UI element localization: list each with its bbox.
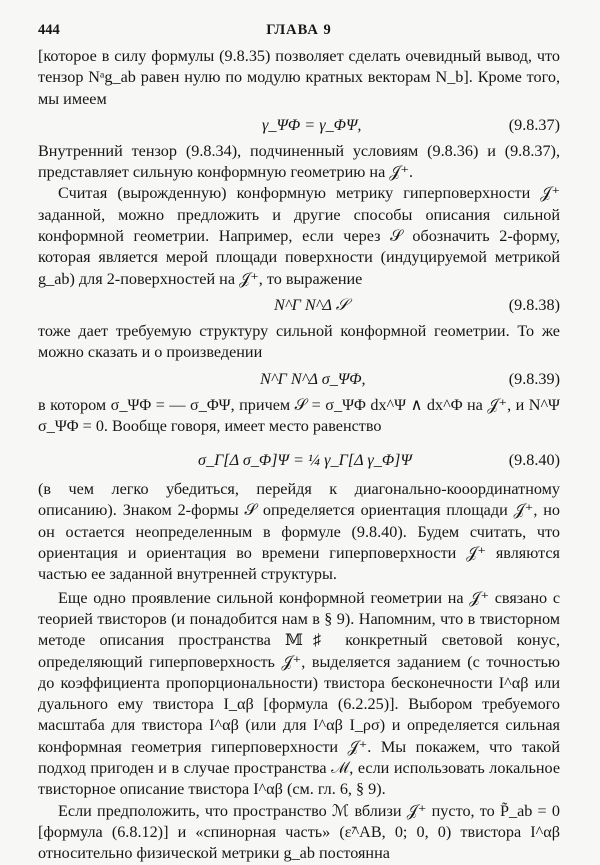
equation: [38, 442, 560, 476]
equation-number: (9.8.38): [508, 295, 560, 314]
equation-formula: σ_Γ[Δ σ_Φ]Ψ = ¼ γ_Γ[Δ γ_Φ]Ψ: [198, 451, 412, 470]
equation-number: (9.8.39): [508, 369, 560, 388]
equation-number: (9.8.37): [508, 115, 560, 134]
equation: [38, 115, 560, 136]
equation-number: (9.8.40): [508, 451, 560, 470]
equation-formula: γ_ΨΦ = γ_ΦΨ,: [262, 115, 362, 134]
paragraph: Если предположить, что пространство ℳ вблизи 𝒥⁺ пусто, то P̃_ab = 0 [формула (6.8.12)] и «спинорная часть» (ε̃^AB, 0; 0, 0) твистора I^αβ относительно физической метрики g_ab постоянна: [38, 801, 560, 863]
equation: [38, 369, 560, 390]
paragraph: в котором σ_ΨΦ = — σ_ΦΨ, причем 𝒮 = σ_ΨΦ dx^Ψ ∧ dx^Φ на 𝒥⁺, и N^Ψ σ_ΨΦ = 0. Вообще говоря, имеет место равенство: [38, 395, 560, 435]
text-body: [38, 46, 560, 865]
paragraph: тоже дает требуемую структуру сильной конформной геометрии. То же можно сказать и о произведении: [38, 321, 560, 362]
paragraph: [которое в силу формулы (9.8.35) позволяет сделать очевидный вывод, что тензор Nᵃg_ab равен нулю по модулю кратных векторам N_b]. Кроме того, мы имеем: [38, 47, 560, 108]
equation-formula: N^Γ N^Δ σ_ΨΦ,: [260, 369, 366, 388]
running-header: [38, 22, 560, 42]
chapter-title: ГЛАВА 9: [266, 22, 332, 38]
equation-formula: N^Γ N^Δ 𝒮: [274, 295, 349, 314]
page-number: 444: [38, 22, 60, 38]
paragraph: Еще одно проявление сильной конформной геометрии на 𝒥⁺ связано с теорией твисторов (и понадобится нам в § 9). Напомним, что в твисторном методе описания пространства 𝕄♯ конкретный световой конус, определяющий гиперповерхность 𝒥⁺, выделяется заданием (с точностью до коэффициента пропорциональности) твистора бесконечности I^αβ или дуального ему твистора I_αβ [формула (6.2.25)]. Выбором требуемого масштаба для твистора I^αβ (или для I^αβ I_ρσ) и определяется сильная конформная геометрия гиперповерхности 𝒥⁺. Мы покажем, что такой подход пригоден и в случае пространства ℳ, если использовать локальное твисторное описание твистора I^αβ (см. гл. 6, § 9).: [38, 588, 560, 799]
equation: [38, 295, 560, 316]
paragraph: (в чем легко убедиться, перейдя к диагонально-кооординатному описанию). Знаком 2-формы 𝒮 определяется ориентация площади 𝒥⁺, но он остается неопределенным в формуле (9.8.40). Будем считать, что ориентация и ориентация во времени гиперповерхности 𝒥⁺ являются частью ее заданной внутренней структуры.: [38, 480, 560, 584]
paragraph: Считая (вырожденную) конформную метрику гиперповерхности 𝒥⁺ заданной, можно предложить и другие способы описания сильной конформной геометрии. Например, если через 𝒮 обозначить 2-форму, которая является мерой площади поверхности (индуцируемой метрикой g_ab) для 2-поверхностей на 𝒥⁺, то выражение: [38, 184, 560, 288]
paragraph: Внутренний тензор (9.8.34), подчиненный условиям (9.8.36) и (9.8.37), представляет сильную конформную геометрию на 𝒥⁺.: [38, 141, 560, 182]
